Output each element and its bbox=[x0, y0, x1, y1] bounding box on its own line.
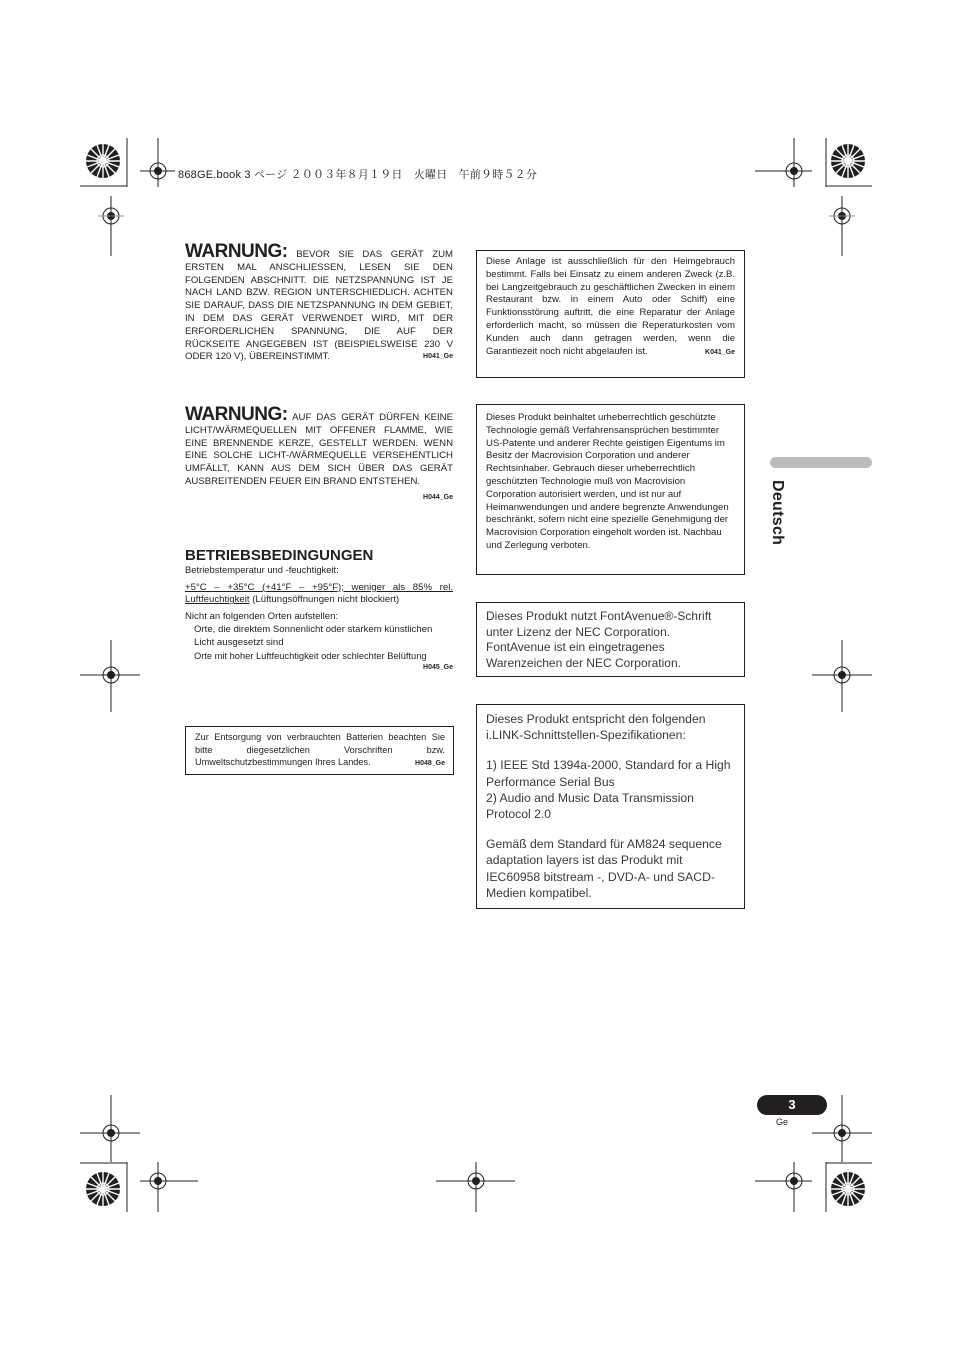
ilink-box bbox=[476, 704, 745, 909]
temp-range: +5°C – +35°C (+41°F – +95°F); weniger als 85% rel. Luftfeuchtigkeit (Lüftungsöffnungen nicht blockiert) bbox=[185, 581, 453, 606]
location-label: Nicht an folgenden Orten aufstellen: bbox=[185, 610, 339, 622]
code-label: K041_Ge bbox=[705, 349, 735, 357]
sun-mark-top-right bbox=[831, 144, 865, 178]
section-heading: BETRIEBSBEDINGUNGEN bbox=[185, 547, 374, 564]
ilink-spec-1: 1) IEEE Std 1394a-2000, Standard for a High Performance Serial Bus bbox=[486, 758, 731, 789]
fontavenue-text: Dieses Produkt nutzt FontAvenue®-Schrift unter Lizenz der NEC Corporation. FontAvenue ist ein eingetragenes Warenzeichen der NEC Corporation. bbox=[486, 609, 712, 670]
sun-mark-bottom-left bbox=[86, 1172, 120, 1206]
code-label: H045_Ge bbox=[423, 664, 453, 672]
ilink-compat: Gemäß dem Standard für AM824 sequence adaptation layers ist das Produkt mit IEC60958 bitstream -, DVD-A- und SACD-Medien kompatibel. bbox=[486, 837, 722, 900]
heimgebrauch-text: Diese Anlage ist ausschließlich für den Heimgebrauch bestimmt. Falls bei Einsatz zu einem anderen Zweck (z.B. bei Langzeitgebrauch zu geschäftlichen Zwecken in einem Restaurant bzw. in einem Auto oder Schiff) eine Funktionsstörung auftritt, die eine Reparatur der Anlage erforderlich macht, so müssen die Reperaturkosten vom Kunden auch dann getragen werden, wenn die Garantiezeit noch nicht abgelaufen ist. bbox=[486, 256, 735, 357]
location-item: Orte mit hoher Luftfeuchtigkeit oder schlechter Belüftung bbox=[194, 650, 427, 661]
language-tab-bar bbox=[770, 457, 872, 468]
warnung-title: WARNUNG: bbox=[185, 404, 288, 425]
language-code: Ge bbox=[776, 1117, 789, 1127]
macrovision-box bbox=[476, 404, 745, 575]
battery-text: Zur Entsorgung von verbrauchten Batterien beachten Sie bitte diegesetzlichen Vorschriften bzw. Umweltschutzbestimmungen Ihres Landes. bbox=[195, 732, 445, 768]
betriebsbedingungen-section bbox=[185, 547, 453, 671]
temp-label: Betriebstemperatur und -feuchtigkeit: bbox=[185, 564, 339, 575]
ilink-spec-2: 2) Audio and Music Data Transmission Protocol 2.0 bbox=[486, 790, 694, 822]
fontavenue-box bbox=[476, 602, 745, 677]
code-label: H048_Ge bbox=[415, 760, 445, 768]
battery-disposal-box bbox=[185, 726, 454, 775]
language-tab-label: Deutsch bbox=[769, 480, 786, 546]
warnung-text: AUF DAS GERÄT DÜRFEN KEINE LICHT/WÄRMEQUELLEN MIT OFFENER FLAMME, WIE EINE BRENNENDE KERZE, GESTELLT WERDEN. WENN EINE SOLCHE LICHT-/WÄRMEQUELLE VERSEHENTLICH UMFÄLLT, KANN AUS DEM SICH ÜBER DAS GERÄT AUSBREITENDEN FEUER EIN BRAND ENTSTEHEN. bbox=[185, 412, 453, 487]
macrovision-text: Dieses Produkt beinhaltet urheberrechtlich geschützte Technologie gemäß Verfahrensansprüchen bestimmter US-Patente und anderer Rechte geistigen Eigentums im Besitz der Macrovision Corporation und anderer Rechtsinhaber. Gebrauch dieser urheberrechtlich geschützten Technologie muß von Macrovision Corporation autorisiert werden, und ist nur auf Heimanwendungen und andere begrenzte Anwendungen beschränkt, sofern nicht eine spezielle Genehmigung der Macrovision Corporation eingeholt worden ist. Nachbau und Zerlegung verboten. bbox=[486, 412, 729, 551]
page-number: 3 bbox=[757, 1095, 827, 1115]
warnung-block-2 bbox=[185, 404, 453, 501]
sun-mark-top-left bbox=[86, 144, 120, 178]
warnung-text: BEVOR SIE DAS GERÄT ZUM ERSTEN MAL ANSCHLIESSEN, LESEN SIE DEN FOLGENDEN ABSCHNITT. DIE NETZSPANNUNG IST JE NACH LAND BZW. REGION UNTERSCHIEDLICH. ACHTEN SIE DARAUF, DASS DIE NETZSPANNUNG IN DEM GEBIET, IN DEM DAS GERÄT VERWENDET WIRD, MIT DER ERFORDERLICHEN SPANNUNG, DIE AUF DER RÜCKSEITE ANGEGEBEN IST (BEISPIELSWEISE 230 V ODER 120 V), ÜBEREINSTIMMT. bbox=[185, 249, 453, 363]
sun-mark-bottom-right bbox=[831, 1172, 865, 1206]
print-header: 868GE.book 3 ページ ２００３年８月１９日 火曜日 午前９時５２分 bbox=[178, 169, 538, 181]
warnung-block-1 bbox=[185, 241, 453, 363]
code-label: H044_Ge bbox=[423, 493, 453, 501]
code-label: H041_Ge bbox=[423, 353, 453, 361]
location-item: Orte, die direktem Sonnenlicht oder starkem künstlichen Licht ausgesetzt sind bbox=[194, 624, 433, 648]
warnung-title: WARNUNG: bbox=[185, 241, 288, 262]
ilink-intro: Dieses Produkt entspricht den folgenden i.LINK-Schnittstellen-Spezifikationen: bbox=[486, 712, 706, 743]
heimgebrauch-box bbox=[476, 250, 745, 378]
